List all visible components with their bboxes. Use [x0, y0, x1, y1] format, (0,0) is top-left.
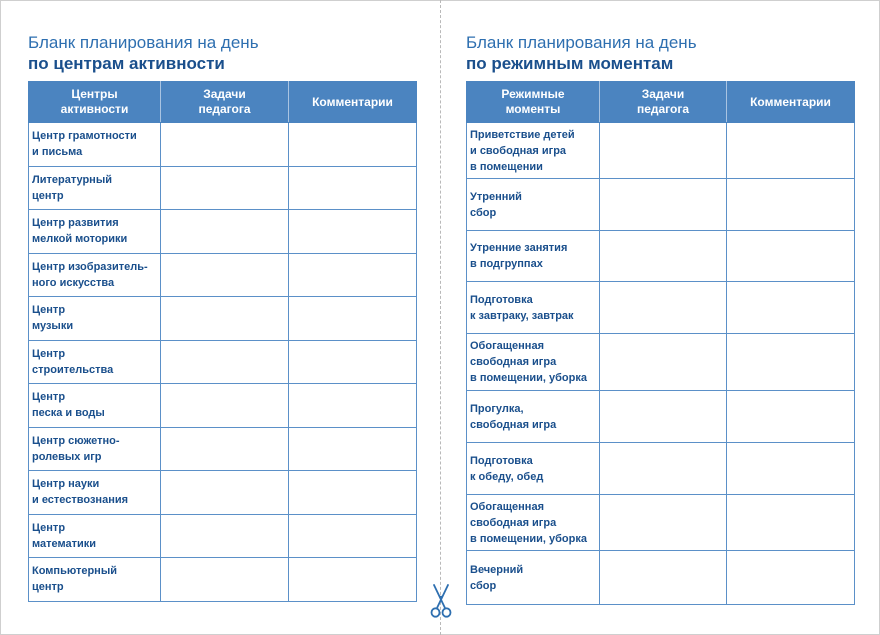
table-row [467, 179, 855, 231]
comments-cell[interactable] [289, 123, 417, 167]
comments-cell[interactable] [727, 495, 855, 551]
comments-cell[interactable] [727, 282, 855, 334]
tasks-cell[interactable] [600, 282, 727, 334]
right-form-table [466, 81, 855, 605]
comments-cell[interactable] [727, 334, 855, 391]
table-row [29, 210, 417, 254]
table-row [467, 551, 855, 605]
right-form-subtitle: по режимным моментам [466, 54, 674, 73]
comments-cell[interactable] [289, 166, 417, 210]
table-row [29, 253, 417, 297]
column-header: Комментарии [289, 82, 417, 123]
tasks-cell[interactable] [600, 391, 727, 443]
table-row [467, 282, 855, 334]
tasks-cell[interactable] [600, 123, 727, 179]
table-row [29, 427, 417, 471]
tasks-cell[interactable] [161, 427, 289, 471]
tasks-cell[interactable] [161, 123, 289, 167]
row-label: Вечерний сбор [467, 551, 600, 605]
comments-cell[interactable] [289, 558, 417, 602]
table-row [29, 340, 417, 384]
row-label: Литературный центр [29, 166, 161, 210]
comments-cell[interactable] [289, 210, 417, 254]
table-row [29, 514, 417, 558]
comments-cell[interactable] [289, 514, 417, 558]
row-label: Подготовка к обеду, обед [467, 443, 600, 495]
tasks-cell[interactable] [600, 495, 727, 551]
right-form-title: Бланк планирования на день [466, 33, 697, 52]
table-row [29, 384, 417, 428]
table-row [29, 166, 417, 210]
row-label: Центр сюжетно- ролевых игр [29, 427, 161, 471]
left-form-subtitle: по центрам активности [28, 54, 225, 73]
tasks-cell[interactable] [161, 210, 289, 254]
column-header: Центры активности [29, 82, 161, 123]
column-header: Задачи педагога [161, 82, 289, 123]
comments-cell[interactable] [289, 340, 417, 384]
table-row [467, 334, 855, 391]
tasks-cell[interactable] [161, 297, 289, 341]
row-label: Обогащенная свободная игра в помещении, уборка [467, 495, 600, 551]
column-header: Задачи педагога [600, 82, 727, 123]
table-row [29, 558, 417, 602]
fold-line [440, 0, 441, 635]
table-row [467, 495, 855, 551]
left-form-title: Бланк планирования на день [28, 33, 259, 52]
row-label: Прогулка, свободная игра [467, 391, 600, 443]
table-row [467, 391, 855, 443]
table-row [29, 123, 417, 167]
tasks-cell[interactable] [161, 253, 289, 297]
row-label: Утренние занятия в подгруппах [467, 231, 600, 282]
scissors-icon [428, 584, 454, 618]
row-label: Центр науки и естествознания [29, 471, 161, 515]
column-header: Комментарии [727, 82, 855, 123]
comments-cell[interactable] [727, 179, 855, 231]
left-form-table [28, 81, 417, 602]
tasks-cell[interactable] [161, 166, 289, 210]
comments-cell[interactable] [289, 253, 417, 297]
table-row [467, 231, 855, 282]
table-header-row [467, 82, 855, 123]
row-label: Центр музыки [29, 297, 161, 341]
comments-cell[interactable] [289, 297, 417, 341]
row-label: Компьютерный центр [29, 558, 161, 602]
tasks-cell[interactable] [161, 340, 289, 384]
tasks-cell[interactable] [161, 514, 289, 558]
comments-cell[interactable] [727, 231, 855, 282]
comments-cell[interactable] [289, 471, 417, 515]
tasks-cell[interactable] [600, 334, 727, 391]
tasks-cell[interactable] [600, 179, 727, 231]
row-label: Центр грамотности и письма [29, 123, 161, 167]
tasks-cell[interactable] [161, 558, 289, 602]
tasks-cell[interactable] [600, 231, 727, 282]
comments-cell[interactable] [727, 123, 855, 179]
comments-cell[interactable] [289, 384, 417, 428]
row-label: Центр изобразитель- ного искусства [29, 253, 161, 297]
tasks-cell[interactable] [161, 471, 289, 515]
table-row [29, 471, 417, 515]
row-label: Центр строительства [29, 340, 161, 384]
row-label: Утренний сбор [467, 179, 600, 231]
row-label: Приветствие детей и свободная игра в помещении [467, 123, 600, 179]
table-header-row [29, 82, 417, 123]
row-label: Центр развития мелкой моторики [29, 210, 161, 254]
row-label: Центр математики [29, 514, 161, 558]
comments-cell[interactable] [289, 427, 417, 471]
row-label: Обогащенная свободная игра в помещении, уборка [467, 334, 600, 391]
table-row [467, 443, 855, 495]
row-label: Подготовка к завтраку, завтрак [467, 282, 600, 334]
tasks-cell[interactable] [161, 384, 289, 428]
tasks-cell[interactable] [600, 443, 727, 495]
column-header: Режимные моменты [467, 82, 600, 123]
tasks-cell[interactable] [600, 551, 727, 605]
row-label: Центр песка и воды [29, 384, 161, 428]
table-row [467, 123, 855, 179]
comments-cell[interactable] [727, 551, 855, 605]
comments-cell[interactable] [727, 391, 855, 443]
table-row [29, 297, 417, 341]
comments-cell[interactable] [727, 443, 855, 495]
